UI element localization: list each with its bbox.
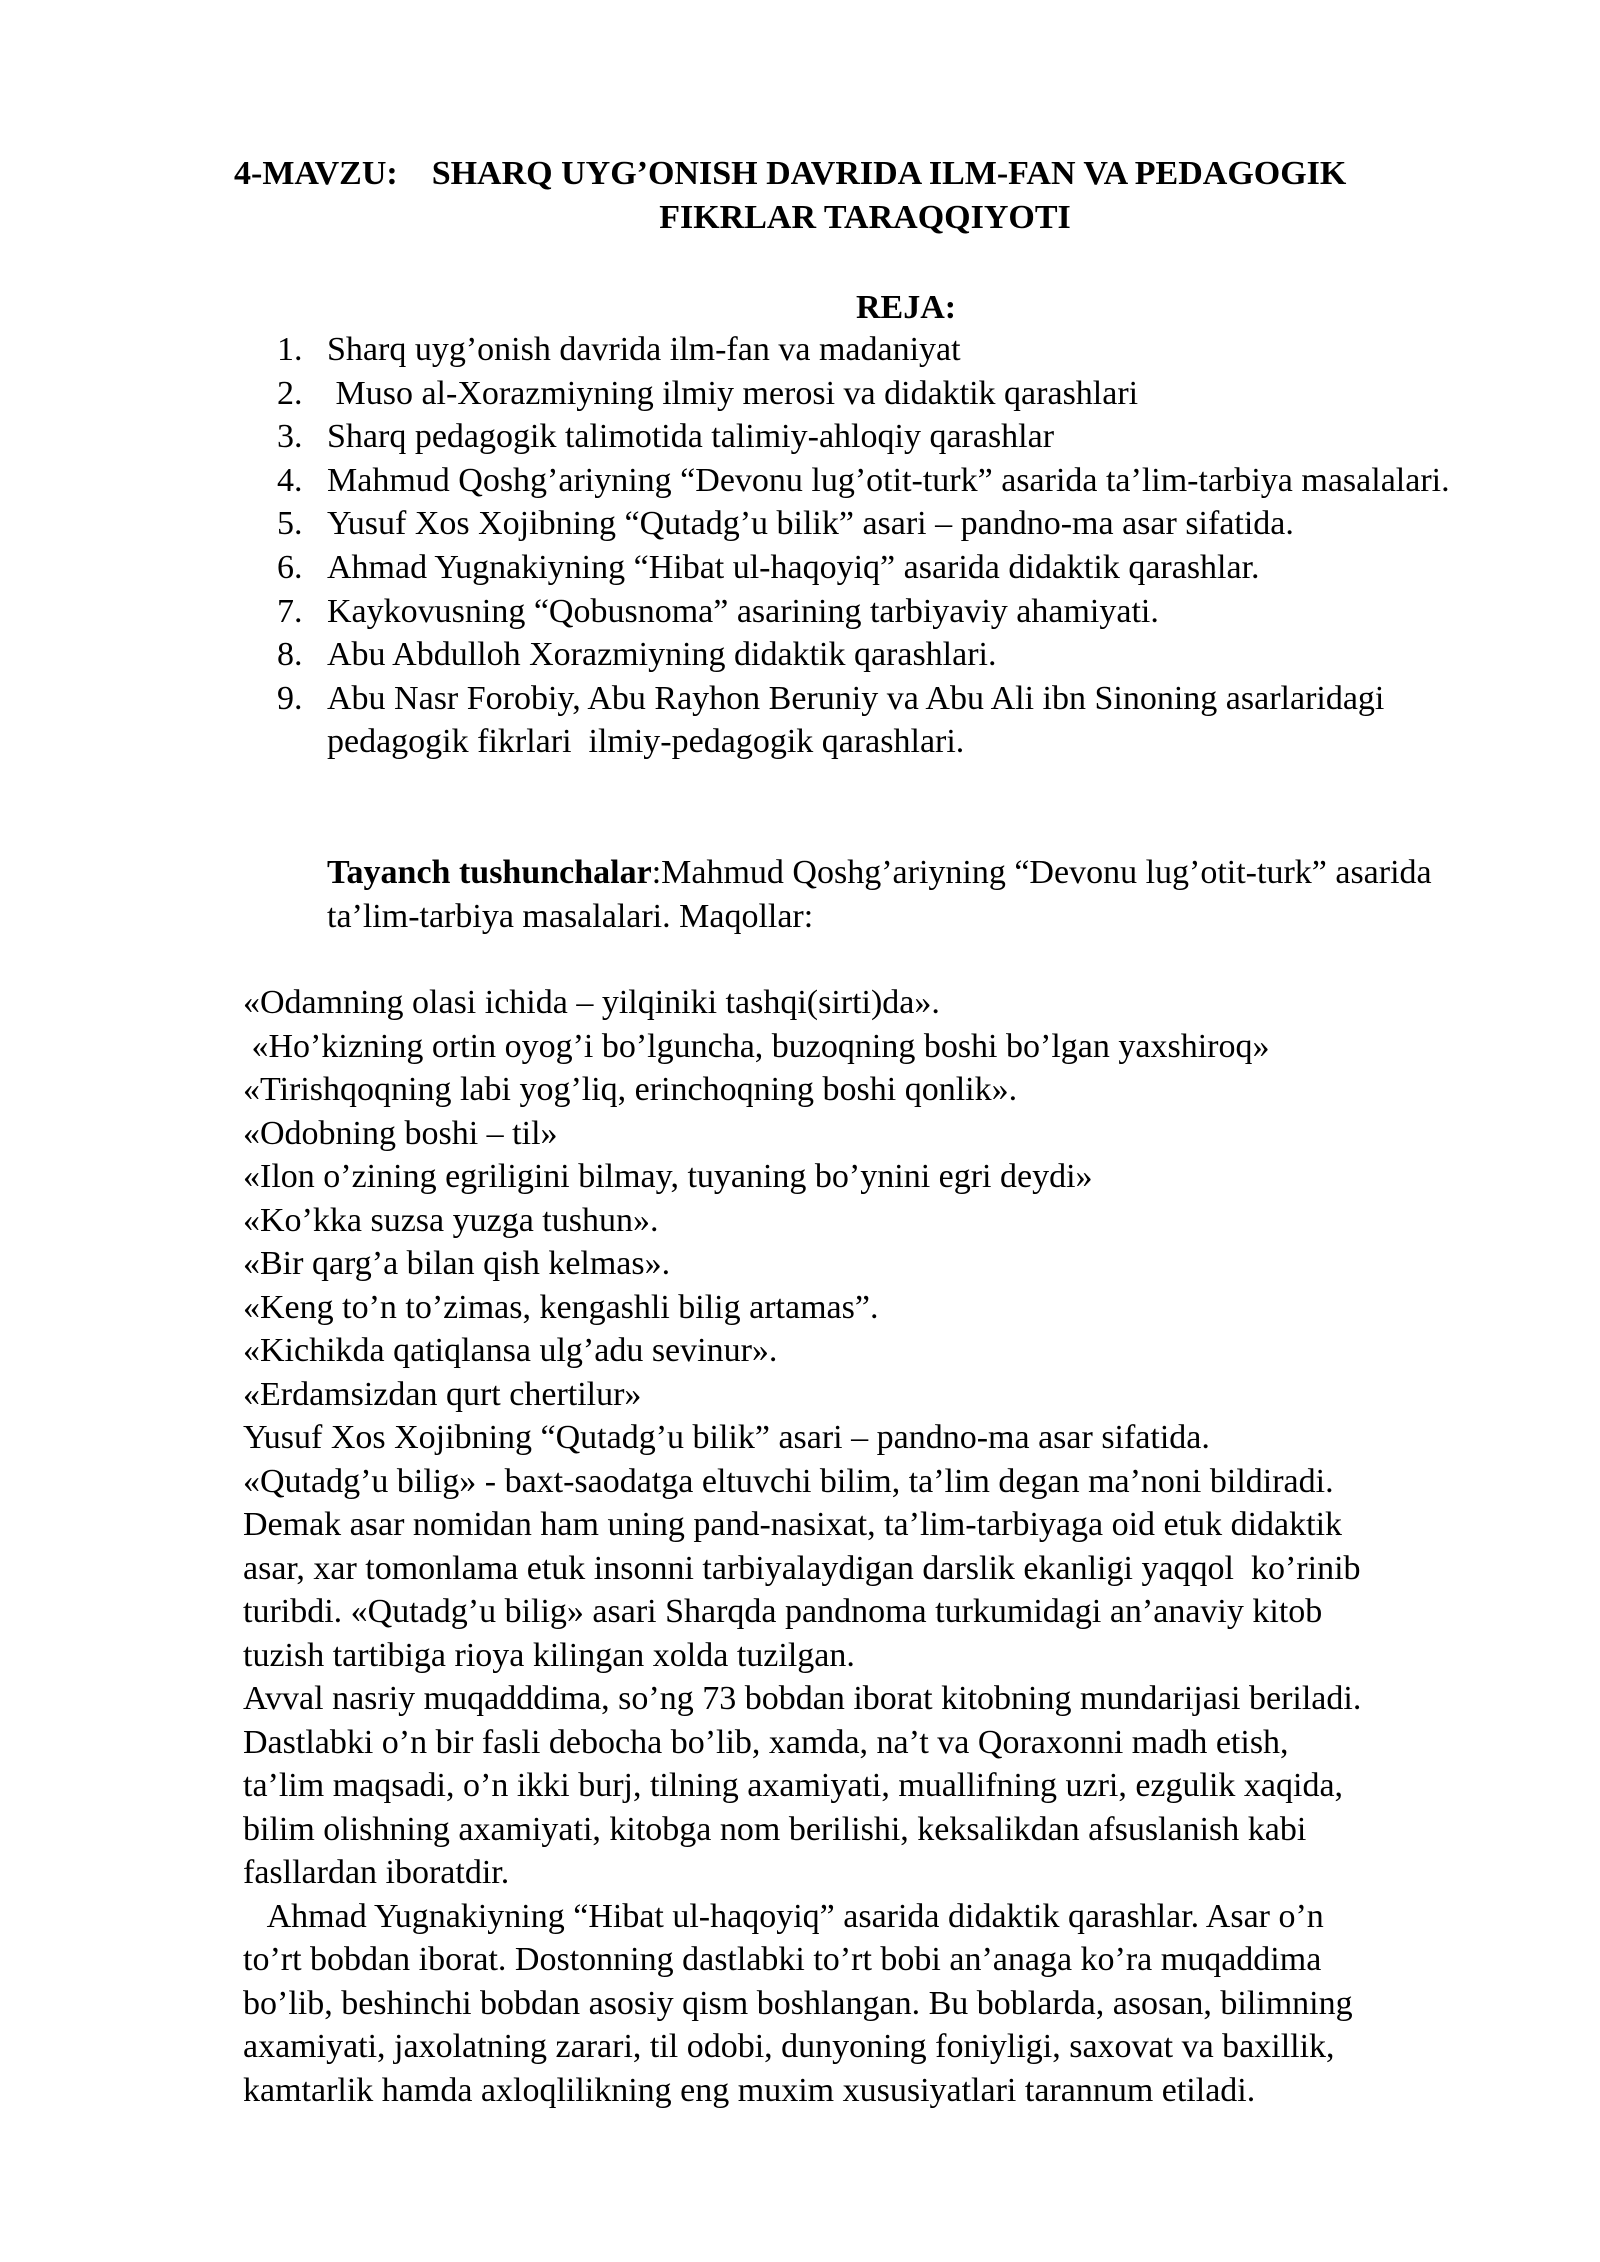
body-line: «Ko’kka suzsa yuzga tushun». [243,1201,659,1239]
key-concepts-label: Tayanch tushunchalar [327,854,652,891]
title-line-1: 4-MAVZU: SHARQ UYG’ONISH DAVRIDA ILM-FAN VA PEDAGOGIK [234,155,1347,192]
body-line: to’rt bobdan iborat. Dostonning dastlabki to’rt bobi an’anaga ko’ra muqaddima [243,1941,1322,1978]
plan-item [277,590,1477,634]
title-line-2: FIKRLAR TARAQQIYOTI [659,199,1071,236]
plan-item-text: Sharq pedagogik talimotida talimiy-ahloqiy qarashlar [327,418,1055,456]
body-line: «Tirishqoqning labi yog’liq, erinchoqning boshi qonlik». [243,1071,1018,1108]
body-line: Demak asar nomidan ham uning pand-nasixat, ta’lim-tarbiyaga oid etuk didaktik [243,1506,1343,1543]
plan-item-text: Abu Abdulloh Xorazmiyning didaktik qarashlari. [327,636,997,674]
plan-item-text: Yusuf Xos Xojibning “Qutadg’u bilik” asari – pandno-ma asar sifatida. [327,505,1294,543]
body-line: fasllardan iboratdir. [243,1854,510,1891]
body-line: «Erdamsizdan qurt chertilur» [243,1375,642,1413]
plan-item-text: Muso al-Xorazmiyning ilmiy merosi va didaktik qarashlari [327,374,1139,412]
body-line: bo’lib, beshinchi bobdan asosiy qism boshlangan. Bu boblarda, asosan, bilimning [243,1984,1353,2022]
plan-item [277,415,1477,459]
plan-item-number: 9. [277,679,303,717]
plan-item [277,372,1477,416]
document-title [200,152,1500,240]
plan-item-text: Mahmud Qoshg’ariyning “Devonu lug’otit-turk” asarida ta’lim-tarbiya masalalari. [327,461,1450,499]
body-text [243,981,1503,2112]
body-line: axamiyati, jaxolatning zarari, til odobi, dunyoning foniyligi, saxovat va baxillik, [243,2028,1335,2065]
plan-item [277,502,1477,546]
body-line: ta’lim maqsadi, o’n ikki burj, tilning axamiyati, muallifning uzri, ezgulik xaqida, [243,1767,1344,1804]
body-line: turibdi. «Qutadg’u bilig» asari Sharqda pandnoma turkumidagi an’anaviy kitob [243,1593,1323,1630]
plan-item [277,677,1477,764]
body-line: «Odamning olasi ichida – yilqiniki tashqi(sirti)da». [243,984,940,1021]
body-line: Ahmad Yugnakiyning “Hibat ul-haqoyiq” asarida didaktik qarashlar. Asar o’n [243,1897,1324,1935]
body-line: «Odobning boshi – til» [243,1114,558,1152]
body-line: Dastlabki o’n bir fasli debocha bo’lib, xamda, na’t va Qoraxonni madh etish, [243,1723,1289,1761]
body-line: «Qutadg’u bilig» - baxt-saodatga eltuvchi bilim, ta’lim degan ma’noni bildiradi. [243,1462,1334,1500]
plan-item [277,459,1477,503]
body-line: Avval nasriy muqadddima, so’ng 73 bobdan iborat kitobning mundarijasi beriladi. [243,1680,1362,1717]
body-line: «Bir qarg’a bilan qish kelmas». [243,1245,671,1282]
plan-item-number: 4. [277,461,303,499]
plan-list [277,328,1477,764]
plan-item-text: Ahmad Yugnakiyning “Hibat ul-haqoyiq” asarida didaktik qarashlar. [327,548,1260,586]
key-concepts-text: :Mahmud Qoshg’ariyning “Devonu lug’otit-turk” asarida ta’lim-tarbiya masalalari. Maqollar: [327,854,1432,935]
plan-item-number: 5. [277,505,303,543]
plan-item [277,328,1477,372]
body-line: «Keng to’n to’zimas, kengashli bilig artamas”. [243,1288,879,1326]
plan-item-text: Kaykovusning “Qobusnoma” asarining tarbiyaviy ahamiyati. [327,592,1159,630]
key-concepts [327,851,1477,939]
body-line: «Ilon o’zining egriligini bilmay, tuyaning bo’ynini egri deydi» [243,1158,1093,1195]
plan-item-number: 6. [277,548,303,586]
body-line: bilim olishning axamiyati, kitobga nom berilishi, keksalikdan afsuslanish kabi [243,1810,1307,1848]
plan-item-number: 7. [277,592,303,630]
body-line: Yusuf Xos Xojibning “Qutadg’u bilik” asari – pandno-ma asar sifatida. [243,1419,1210,1456]
plan-item-number: 8. [277,636,303,674]
body-line: «Ho’kizning ortin oyog’i bo’lguncha, buzoqning boshi bo’lgan yaxshiroq» [243,1027,1270,1065]
plan-item-text: Abu Nasr Forobiy, Abu Rayhon Beruniy va Abu Ali ibn Sinoning asarlaridagi pedagogik fikrlari ilmiy-pedagogik qarashlari. [327,679,1393,761]
plan-item-number: 3. [277,418,303,456]
body-line: tuzish tartibiga rioya kilingan xolda tuzilgan. [243,1636,855,1674]
plan-item [277,633,1477,677]
plan-item [277,546,1477,590]
body-line: «Kichikda qatiqlansa ulg’adu sevinur». [243,1332,778,1369]
body-line: kamtarlik hamda axloqlilikning eng muxim xususiyatlari tarannum etiladi. [243,2071,1256,2109]
plan-item-number: 1. [277,331,303,368]
plan-heading: REJA: [856,289,957,326]
plan-item-number: 2. [277,374,303,412]
body-line: asar, xar tomonlama etuk insonni tarbiyalaydigan darslik ekanligi yaqqol ko’rinib [243,1549,1361,1587]
plan-item-text: Sharq uyg’onish davrida ilm-fan va madaniyat [327,331,961,368]
